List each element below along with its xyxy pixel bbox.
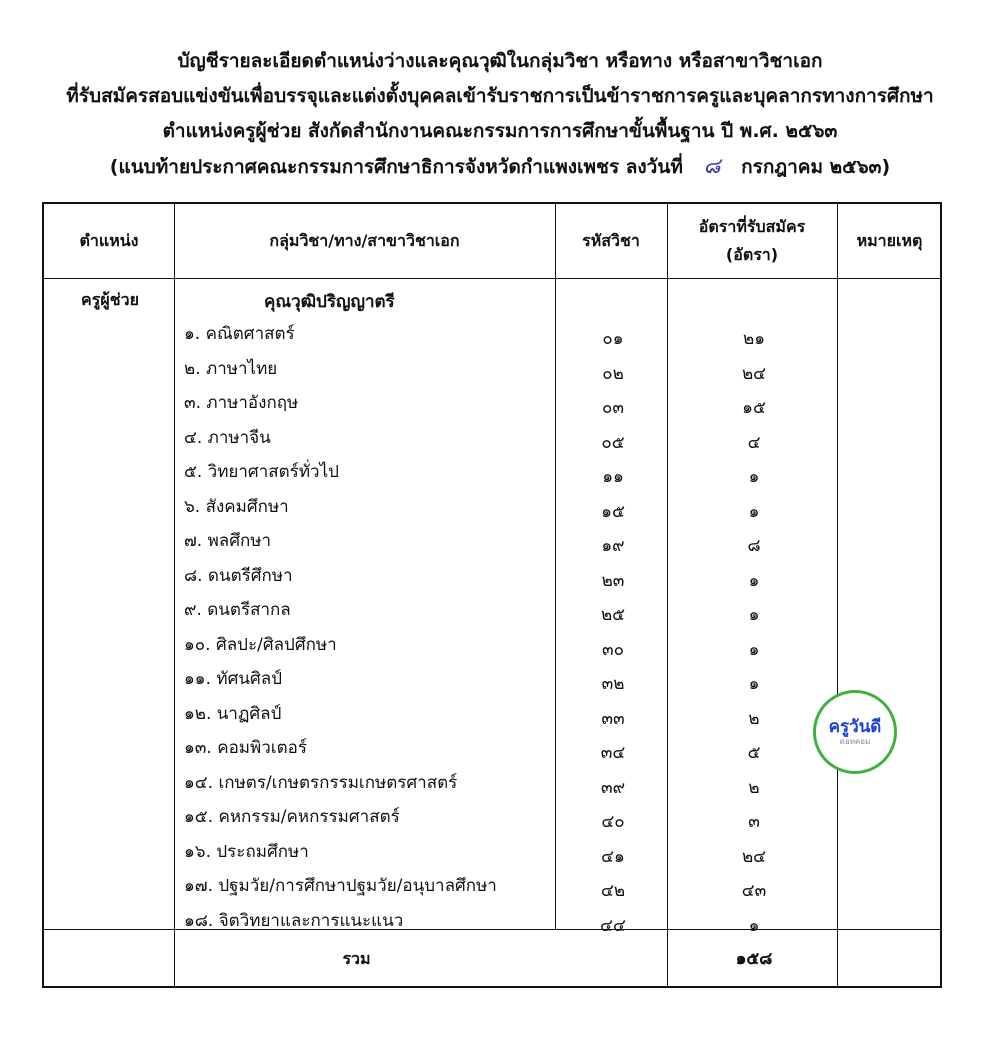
subject-code: ๓๙	[600, 777, 626, 798]
subject-code: ๔๐	[601, 812, 625, 832]
subject-name: ๑๒. นาฏศิลป์	[184, 703, 282, 724]
handwritten-day: ๘	[703, 154, 721, 179]
subject-name: ๑๔. เกษตร/เกษตรกรรมเกษตรศาสตร์	[184, 772, 458, 793]
header-line-2: ที่รับสมัครสอบแข่งขันเพื่อบรรจุและแต่งตั้งบุคคลเข้ารับราชการเป็นข้าราชการครูและบุคลากรทางการศึกษา	[66, 85, 934, 107]
table-row	[44, 351, 940, 385]
subject-code: ๔๒	[600, 881, 626, 901]
subject-quota: ๑	[748, 674, 760, 694]
total-label: รวม	[342, 949, 371, 968]
subject-code: ๐๒	[602, 363, 624, 384]
subject-code: ๑๑	[602, 467, 624, 487]
col-header-quota-line2: (อัตรา)	[725, 245, 779, 264]
table-row	[44, 454, 940, 488]
header-line-4-suffix: กรกฎาคม ๒๕๖๓)	[741, 156, 891, 178]
header-line-3: ตำแหน่งครูผู้ช่วย สังกัดสำนักงานคณะกรรมการการศึกษาขั้นพื้นฐาน ปี พ.ศ. ๒๕๖๓	[162, 120, 838, 142]
header-divider	[44, 278, 940, 279]
subject-name: ๑๓. คอมพิวเตอร์	[184, 738, 307, 758]
header-line-4-prefix: (แนบท้ายประกาศคณะกรรมการศึกษาธิการจังหวัดกำแพงเพชร ลงวันที่	[109, 156, 683, 178]
subject-quota: ๑	[748, 605, 760, 625]
table-row	[44, 385, 940, 419]
table-row	[44, 730, 940, 764]
subject-code: ๔๔	[600, 915, 626, 936]
table-row	[44, 696, 940, 730]
col-header-position: ตำแหน่ง	[79, 231, 139, 250]
subject-code: ๒๓	[601, 570, 625, 591]
vacancy-table	[42, 202, 942, 988]
col-header-remark: หมายเหตุ	[856, 231, 923, 250]
subject-name: ๑. คณิตศาสตร์	[184, 324, 295, 344]
qualification-section-title: คุณวุฒิปริญญาตรี	[264, 292, 395, 312]
subject-code: ๑๕	[601, 501, 625, 522]
table-row	[44, 489, 940, 523]
table-row	[44, 627, 940, 661]
subject-name: ๑๑. ทัศนศิลป์	[184, 669, 283, 689]
subject-name: ๑๘. จิตวิทยาและการแนะแนว	[184, 910, 404, 931]
subject-quota: ๘	[747, 536, 761, 556]
subject-quota: ๑	[748, 639, 760, 660]
subject-code: ๓๓	[601, 708, 625, 729]
subject-name: ๓. ภาษาอังกฤษ	[184, 393, 299, 413]
subject-code: ๐๑	[602, 329, 624, 349]
header-line-1: บัญชีรายละเอียดตำแหน่งว่างและคุณวุฒิในกลุ่มวิชา หรือทาง หรือสาขาวิชาเอก	[177, 50, 823, 72]
table-row	[44, 420, 940, 454]
subject-name: ๘. ดนตรีศึกษา	[184, 565, 293, 586]
col-header-quota-line1: อัตราที่รับสมัคร	[698, 217, 806, 236]
table-row	[44, 765, 940, 799]
subject-name: ๙. ดนตรีสากล	[184, 600, 291, 620]
subject-quota: ๔	[747, 432, 761, 453]
document-header	[0, 44, 1000, 185]
subject-quota: ๒	[748, 708, 760, 729]
watermark-main-text: ครูวันดี	[828, 717, 882, 737]
subject-quota: ๒๑	[743, 329, 765, 349]
subject-quota: ๑	[748, 501, 760, 522]
watermark-logo	[813, 690, 897, 774]
subject-quota: ๑	[748, 915, 760, 936]
table-row	[44, 799, 940, 833]
subject-quota: ๔๓	[741, 881, 767, 901]
subject-name: ๑๕. คหกรรม/คหกรรมศาสตร์	[184, 807, 400, 827]
subject-quota: ๒๔	[741, 363, 767, 384]
watermark-sub-text: ดอทคอม	[839, 737, 871, 746]
col-header-quota	[667, 204, 837, 278]
subject-code: ๓๐	[602, 639, 624, 660]
subject-quota: ๒๔	[741, 846, 767, 867]
subject-quota: ๓	[748, 812, 760, 832]
subject-name: ๖. สังคมศึกษา	[184, 496, 289, 517]
header-line-4	[0, 149, 1000, 185]
col-header-subject: กลุ่มวิชา/ทาง/สาขาวิชาเอก	[269, 231, 460, 250]
subject-code: ๐๕	[601, 432, 625, 453]
subject-name: ๑๐. ศิลปะ/ศิลปศึกษา	[184, 634, 337, 655]
subject-code: ๒๕	[600, 605, 626, 625]
subject-name: ๒. ภาษาไทย	[184, 358, 278, 379]
table-row	[44, 868, 940, 902]
table-row	[44, 316, 940, 350]
subject-code: ๔๑	[601, 846, 625, 867]
subject-quota: ๑๕	[742, 398, 766, 418]
table-row	[44, 558, 940, 592]
subject-quota: ๑	[748, 570, 760, 591]
subject-quota: ๒	[748, 777, 760, 798]
table-row	[44, 661, 940, 695]
table-row	[44, 592, 940, 626]
table-row	[44, 523, 940, 557]
total-value: ๑๕๘	[735, 949, 773, 969]
subject-name: ๑๗. ปฐมวัย/การศึกษาปฐมวัย/อนุบาลศึกษา	[184, 876, 497, 896]
subject-code: ๐๓	[602, 398, 624, 418]
subject-code: ๑๙	[601, 536, 625, 556]
subject-name: ๕. วิทยาศาสตร์ทั่วไป	[184, 462, 339, 482]
subject-quota: ๕	[747, 743, 761, 763]
subject-name: ๔. ภาษาจีน	[184, 427, 271, 448]
table-row	[44, 834, 940, 868]
subject-code: ๓๒	[601, 674, 625, 694]
subject-code: ๓๔	[600, 743, 626, 763]
position-cell: ครูผู้ช่วย	[81, 290, 139, 309]
subject-name: ๑๖. ประถมศึกษา	[184, 841, 309, 862]
subject-name: ๗. พลศึกษา	[184, 531, 272, 551]
subject-quota: ๑	[748, 467, 760, 487]
col-header-code: รหัสวิชา	[582, 231, 640, 250]
table-row	[44, 903, 940, 937]
